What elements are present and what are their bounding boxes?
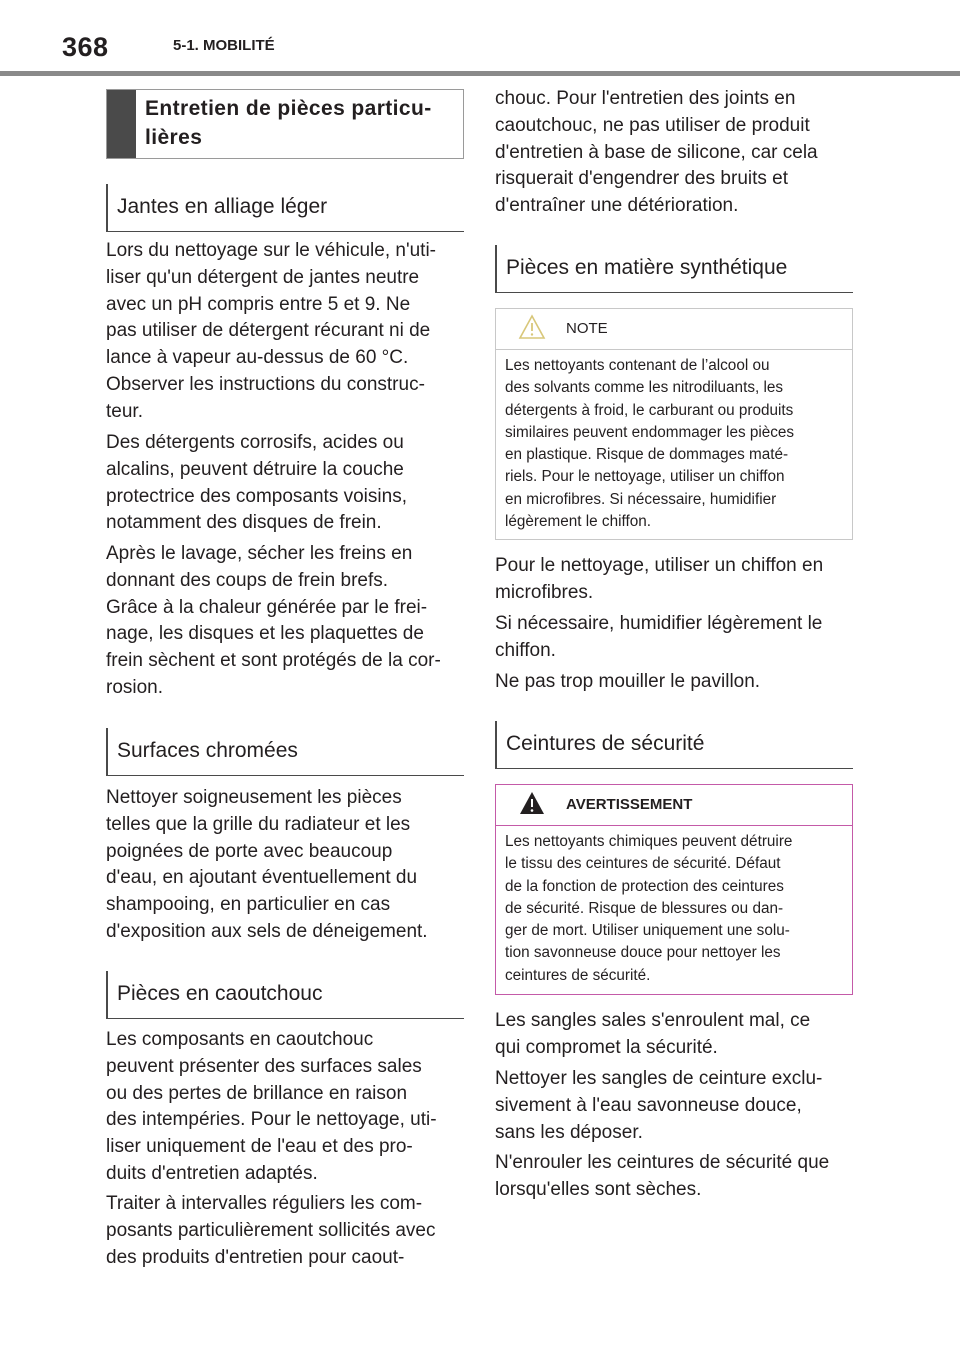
heading-caoutchouc: Pièces en caoutchouc — [106, 971, 464, 1019]
warning-label: AVERTISSEMENT — [566, 796, 693, 813]
note-box — [495, 308, 853, 540]
heading-synthetique: Pièces en matière synthétique — [495, 245, 853, 293]
page-number: 368 — [62, 32, 109, 62]
note-label: NOTE — [566, 320, 608, 337]
paragraph-ceintures-2: Nettoyer les sangles de ceinture exclu- sivement à l'eau savonneuse douce, sans les déposer. — [495, 1068, 823, 1143]
note-text: Les nettoyants contenant de l’alcool ou des solvants comme les nitrodiluants, les détergents à froid, le carburant ou produits similaires peuvent endommager les pièces en plastique. Risque de dommages maté- riels. Pour le nettoyage, utiliser un chiffon en microfibres. Si nécessaire, humidifier légèrement le chiffon. — [505, 357, 795, 531]
paragraph-ceintures-3: N'enrouler les ceintures de sécurité que lorsqu'elles sont sèches. — [495, 1152, 830, 1200]
paragraph-caoutchouc-1: Les composants en caoutchouc peuvent présenter des surfaces sales ou des pertes de brillance en raison des intempéries. Pour le nettoyage, uti- liser uniquement de l'eau et des pro- duits d'entretien adaptés. — [106, 1029, 437, 1184]
warning-text: Les nettoyants chimiques peuvent détruire le tissu des ceintures de sécurité. Défaut de la fonction de protection des ceintures de sécurité. Risque de blessures ou dan- ger de mort. Utiliser uniquement une solu- tion savonneuse douce pour nettoyer les ceintures de sécurité. — [505, 833, 793, 984]
page-header — [0, 0, 960, 76]
caution-icon — [518, 314, 546, 340]
heading-ceintures: Ceintures de sécurité — [495, 721, 853, 769]
note-header — [496, 309, 852, 350]
section-title: Entretien de pièces particu- lières — [145, 97, 432, 149]
heading-jantes: Jantes en alliage léger — [106, 184, 464, 232]
paragraph-chromees-1: Nettoyer soigneusement les pièces telles que la grille du radiateur et les poignées de porte avec beaucoup d'eau, en ajoutant éventuellement du shampooing, en particulier en cas d'exposition aux sels de déneigement. — [106, 787, 428, 942]
section-title-bar — [107, 90, 136, 158]
paragraph-synthetique-2: Si nécessaire, humidifier légèrement le chiffon. — [495, 613, 823, 661]
heading-chromees: Surfaces chromées — [106, 728, 464, 776]
paragraph-jantes-1: Lors du nettoyage sur le véhicule, n'uti- liser qu'un détergent de jantes neutre avec un pH compris entre 5 et 9. Ne pas utiliser de détergent récurant ni de lance à vapeur au-dessus de 60 °C. Observer les instructions du construc- teur. — [106, 240, 436, 422]
warning-icon — [518, 790, 546, 816]
chapter-title: 5-1. MOBILITÉ — [173, 37, 275, 54]
header-rule — [0, 71, 960, 76]
paragraph-caoutchouc-2: Traiter à intervalles réguliers les com- posants particulièrement sollicités avec des produits d'entretien pour caout- — [106, 1193, 436, 1268]
paragraph-jantes-3: Après le lavage, sécher les freins en donnant des coups de frein brefs. Grâce à la chaleur générée par le frei- nage, les disques et les plaquettes de frein sèchent et sont protégés de la cor- rosion. — [106, 543, 441, 698]
paragraph-jantes-2: Des détergents corrosifs, acides ou alcalins, peuvent détruire la couche protectrice des composants voisins, notamment des disques de frein. — [106, 432, 407, 534]
paragraph-synthetique-1: Pour le nettoyage, utiliser un chiffon en microfibres. — [495, 555, 824, 603]
warning-box — [495, 784, 853, 995]
paragraph-caoutchouc-2-continued: chouc. Pour l'entretien des joints en caoutchouc, ne pas utiliser de produit d'entretien à base de silicone, car cela risquerait d'engendrer des bruits et d'entraîner une détérioration. — [495, 88, 818, 217]
section-title-box — [106, 89, 464, 159]
paragraph-ceintures-1: Les sangles sales s'enroulent mal, ce qui compromet la sécurité. — [495, 1010, 811, 1058]
warning-header — [496, 785, 852, 826]
paragraph-synthetique-3: Ne pas trop mouiller le pavillon. — [495, 671, 761, 692]
